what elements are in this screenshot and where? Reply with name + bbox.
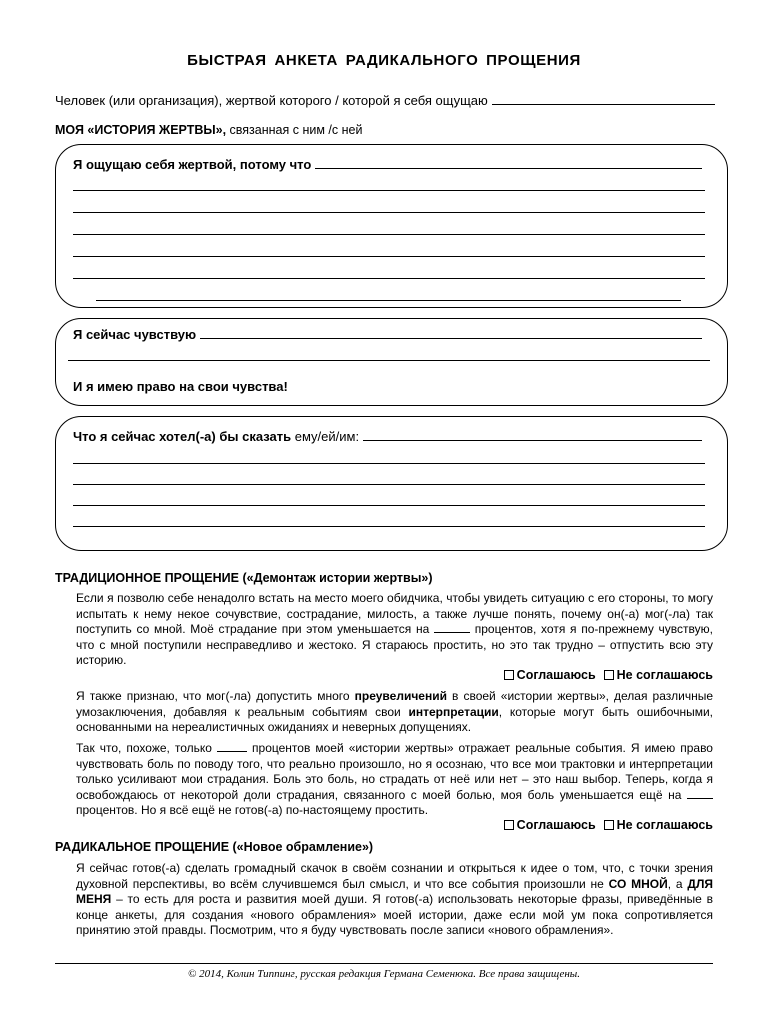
feelings-label: Я сейчас чувствую [73, 327, 197, 342]
victim-reason-row [73, 157, 702, 172]
victim-reason-line-5[interactable] [73, 278, 705, 279]
victim-reason-line-4[interactable] [73, 256, 705, 257]
subject-prompt: Человек (или организация), жертвой которого / которой я себя ощущаю [55, 93, 488, 108]
traditional-paragraph-3: Так что, похоже, только процентов моей «истории жертвы» отражает реальные события. Я имею право чувствовать боль по поводу того, что реально произошло, но я осознаю, что все мои трактовки и интерпретации только усиливают мои страдания. Боль это боль, но страдать от неё или нет – это наш выбор. Теперь, когда я освобождаюсь от некоторой доли страдания, связанного с моей болью, моя боль уменьшается ещё на процентов. Но я всё ещё не готов(-а) по-настоящему простить. [76, 741, 713, 818]
radical-paragraph: Я сейчас готов(-а) сделать громадный скачок в своём сознании и открыться к идее о том, что, с точки зрения духовной перспективы, во всём случившемся был смысл, и что все события произошли не СО МНОЙ, а ДЛЯ МЕНЯ – то есть для роста и развития моей души. Я готов(-а) использовать некоторые фразы, приведённые в конце анкеты, для создания «нового обрамления» моей истории, даже если мой ум пока сопротивляется принятию этой правды. Посмотрим, что я буду чувствовать после записи «нового обрамления». [76, 861, 714, 938]
agree-row-1 [500, 668, 713, 682]
feelings-box [55, 318, 728, 406]
disagree-checkbox-2[interactable] [604, 820, 614, 830]
want-to-say-box [55, 416, 728, 551]
victim-reason-line-2[interactable] [73, 212, 705, 213]
disagree-option-2[interactable]: Не соглашаюсь [604, 818, 713, 832]
want-to-say-input[interactable] [363, 429, 702, 441]
victim-reason-line-1[interactable] [73, 190, 705, 191]
want-to-say-line-4[interactable] [73, 526, 705, 527]
want-to-say-line-2[interactable] [73, 484, 705, 485]
page-title: БЫСТРАЯ АНКЕТА РАДИКАЛЬНОГО ПРОЩЕНИЯ [187, 52, 581, 69]
feelings-line-1[interactable] [68, 360, 710, 361]
subject-line [55, 93, 715, 108]
agree-checkbox-1[interactable] [504, 670, 514, 680]
disagree-checkbox-1[interactable] [604, 670, 614, 680]
traditional-paragraph-2: Я также признаю, что мог(-ла) допустить много преувеличений в своей «истории жертвы», делая различные умозаключения, добавляя к реальным событиям свои интерпретации, которые могут быть ошибочными, основанными на нереалистичных ожиданиях и неверных допущениях. [76, 689, 714, 735]
subject-input[interactable] [492, 93, 715, 105]
feelings-input[interactable] [200, 327, 702, 339]
footer-divider [55, 963, 713, 964]
agree-row-2 [500, 818, 713, 832]
copyright-footer: © 2014, Колин Типпинг, русская редакция Германа Семенюка. Все права защищены. [188, 968, 580, 980]
want-to-say-line-1[interactable] [73, 463, 705, 464]
want-to-say-label: Что я сейчас хотел(-а) бы сказать ему/ей/им: [73, 429, 360, 444]
traditional-heading: ТРАДИЦИОННОЕ ПРОЩЕНИЕ («Демонтаж истории жертвы») [55, 571, 433, 585]
feelings-row [73, 327, 702, 342]
traditional-paragraph-1: Если я позволю себе ненадолго встать на место моего обидчика, чтобы увидеть ситуацию с его стороны, то могу испытать к нему некое сочувствие, сострадание, милость, а также лучше понять, почему он(-а) мог(-ла) так поступить со мной. Моё страдание при этом уменьшается на процентов, хотя я по-прежнему чувствую, что с мной поступили несправедливо и жестоко. Я стараюсь простить, но это так трудно – отпустить всю эту историю. [76, 591, 713, 668]
disagree-option-1[interactable]: Не соглашаюсь [604, 668, 713, 682]
radical-heading: РАДИКАЛЬНОЕ ПРОЩЕНИЕ («Новое обрамление») [55, 840, 374, 854]
percent-blank-1[interactable] [434, 622, 470, 633]
victim-reason-line-3[interactable] [73, 234, 705, 235]
story-header [55, 123, 362, 137]
story-header-normal: связанная с ним /с ней [226, 123, 363, 137]
victim-reason-label: Я ощущаю себя жертвой, потому что [73, 157, 312, 172]
percent-blank-2[interactable] [217, 741, 247, 752]
agree-option-2[interactable]: Соглашаюсь [504, 818, 596, 832]
victim-reason-input[interactable] [315, 157, 702, 169]
agree-option-1[interactable]: Соглашаюсь [504, 668, 596, 682]
want-to-say-line-3[interactable] [73, 505, 705, 506]
victim-reason-box [55, 144, 728, 308]
want-to-say-row [73, 429, 702, 444]
victim-reason-line-6[interactable] [96, 300, 681, 301]
feelings-statement: И я имею право на свои чувства! [73, 379, 288, 394]
percent-blank-3[interactable] [687, 788, 713, 799]
story-header-bold: МОЯ «ИСТОРИЯ ЖЕРТВЫ», [55, 123, 227, 137]
agree-checkbox-2[interactable] [504, 820, 514, 830]
